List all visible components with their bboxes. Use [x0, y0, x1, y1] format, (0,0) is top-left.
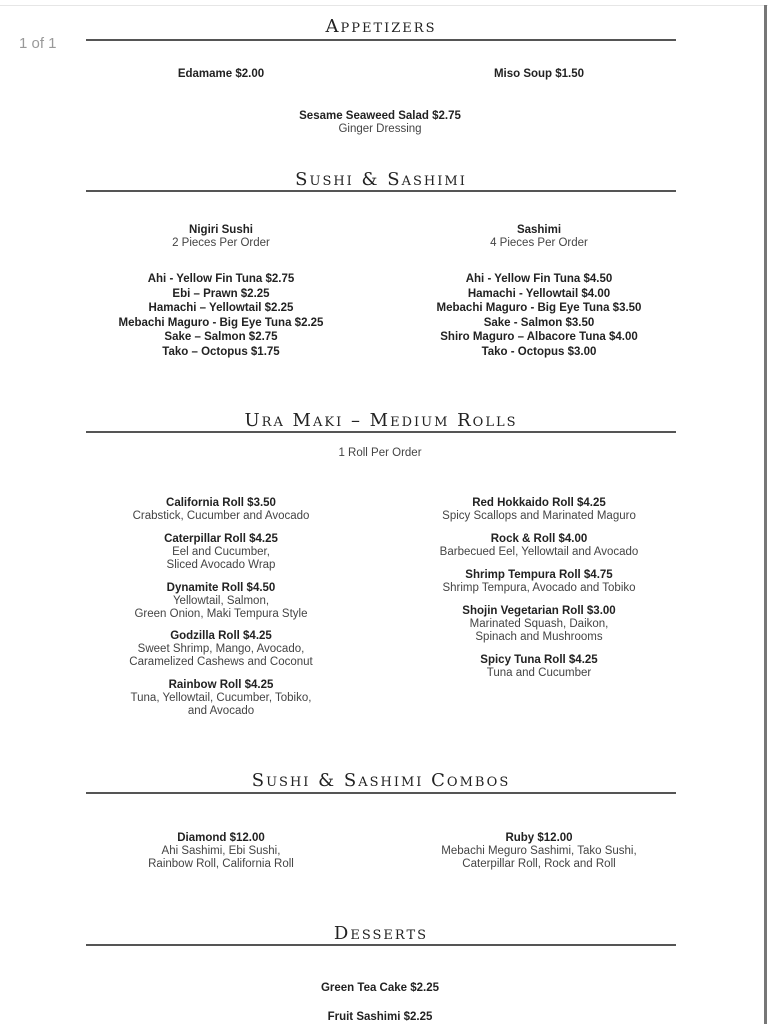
list-item: Hamachi – Yellowtail $2.25	[148, 302, 294, 315]
list-item: Mebachi Maguro - Big Eye Tuna $3.50	[436, 302, 642, 315]
list-title: Nigiri Sushi	[189, 224, 253, 236]
menu-item	[404, 654, 674, 680]
item-desc: Shrimp Tempura, Avocado and Tobiko	[442, 582, 636, 594]
section-title-combos: Sushi & Sashimi Combos	[251, 770, 511, 791]
section-title-desserts: Desserts	[333, 923, 429, 944]
item-desc: Tuna, Yellowtail, Cucumber, Tobiko,	[130, 692, 312, 704]
rolls-subtitle	[180, 447, 580, 460]
item-desc: Mebachi Meguro Sashimi, Tako Sushi,	[441, 845, 637, 857]
list-title: Sashimi	[516, 224, 562, 236]
item-name: Green Tea Cake $2.25	[320, 982, 440, 994]
item-name: Rock & Roll $4.00	[490, 533, 588, 545]
section-subtitle: 1 Roll Per Order	[338, 447, 422, 459]
item-desc: Ginger Dressing	[338, 123, 422, 135]
item-name: Rainbow Roll $4.25	[168, 679, 274, 691]
section-title-sushi-sashimi: Sushi & Sashimi	[295, 169, 467, 190]
menu-item	[86, 679, 356, 718]
menu-item	[180, 982, 580, 995]
item-name: Caterpillar Roll $4.25	[164, 533, 278, 545]
menu-item	[86, 582, 356, 621]
nigiri-list	[86, 224, 356, 360]
item-name: Sesame Seaweed Salad $2.75	[299, 110, 461, 122]
item-name: Shrimp Tempura Roll $4.75	[465, 569, 613, 581]
menu-item	[404, 569, 674, 595]
item-name: Miso Soup $1.50	[493, 68, 585, 80]
menu-item	[86, 630, 356, 669]
menu-item	[404, 533, 674, 559]
item-name: California Roll $3.50	[166, 497, 276, 509]
item-name: Godzilla Roll $4.25	[170, 630, 272, 642]
menu-item	[404, 832, 674, 871]
item-name: Spicy Tuna Roll $4.25	[480, 654, 598, 666]
section-title-rolls: Ura Maki – Medium Rolls	[244, 410, 518, 431]
sashimi-list	[404, 224, 674, 360]
menu-item	[404, 497, 674, 523]
menu-item	[86, 497, 356, 523]
section-divider	[86, 792, 676, 794]
list-subtitle: 2 Pieces Per Order	[172, 237, 270, 249]
item-name: Red Hokkaido Roll $4.25	[472, 497, 606, 509]
item-name: Fruit Sashimi $2.25	[327, 1011, 433, 1023]
item-desc: Barbecued Eel, Yellowtail and Avocado	[439, 546, 639, 558]
list-item: Ebi – Prawn $2.25	[172, 287, 270, 300]
item-desc: Caterpillar Roll, Rock and Roll	[462, 858, 616, 870]
item-name: Shojin Vegetarian Roll $3.00	[462, 605, 616, 617]
menu-item	[439, 68, 639, 81]
item-desc: Caramelized Cashews and Coconut	[129, 656, 313, 668]
list-item: Ahi - Yellow Fin Tuna $2.75	[147, 273, 295, 285]
list-item: Mebachi Maguro - Big Eye Tuna $2.25	[118, 316, 324, 329]
item-name: Edamame $2.00	[177, 68, 265, 80]
item-desc: Spinach and Mushrooms	[475, 631, 603, 643]
section-divider	[86, 190, 676, 192]
item-desc: Spicy Scallops and Marinated Maguro	[442, 510, 636, 522]
menu-item	[180, 1011, 580, 1024]
item-desc: Rainbow Roll, California Roll	[148, 858, 294, 870]
item-desc: and Avocado	[187, 705, 255, 717]
list-item: Ahi - Yellow Fin Tuna $4.50	[465, 273, 613, 285]
menu-item	[86, 832, 356, 871]
list-item: Tako - Octopus $3.00	[481, 345, 597, 358]
viewer-top-border	[0, 5, 768, 6]
list-item: Sake – Salmon $2.75	[164, 331, 278, 344]
item-desc: Marinated Squash, Daikon,	[469, 618, 609, 630]
menu-item	[404, 605, 674, 644]
list-item: Sake - Salmon $3.50	[483, 316, 595, 329]
item-name: Ruby $12.00	[505, 832, 573, 844]
item-desc: Eel and Cucumber,	[172, 546, 270, 558]
section-divider	[86, 431, 676, 433]
item-desc: Tuna and Cucumber	[486, 667, 592, 679]
item-desc: Ahi Sashimi, Ebi Sushi,	[161, 845, 281, 857]
scrollbar[interactable]	[764, 5, 767, 1024]
menu-item	[86, 533, 356, 572]
menu-item	[121, 68, 321, 81]
list-item: Shiro Maguro – Albacore Tuna $4.00	[440, 331, 638, 344]
item-desc: Sliced Avocado Wrap	[166, 559, 276, 571]
item-name: Diamond $12.00	[177, 832, 265, 844]
list-item: Tako – Octopus $1.75	[162, 345, 280, 358]
page-indicator: 1 of 1	[19, 35, 57, 52]
menu-item	[180, 110, 580, 136]
section-divider	[86, 39, 676, 41]
item-desc: Yellowtail, Salmon,	[172, 595, 270, 607]
list-subtitle: 4 Pieces Per Order	[490, 237, 588, 249]
item-name: Dynamite Roll $4.50	[166, 582, 276, 594]
item-desc: Crabstick, Cucumber and Avocado	[132, 510, 310, 522]
section-title-appetizers: Appetizers	[325, 16, 437, 37]
item-desc: Green Onion, Maki Tempura Style	[134, 608, 308, 620]
list-item: Hamachi - Yellowtail $4.00	[467, 287, 611, 300]
item-desc: Sweet Shrimp, Mango, Avocado,	[137, 643, 305, 655]
section-divider	[86, 944, 676, 946]
